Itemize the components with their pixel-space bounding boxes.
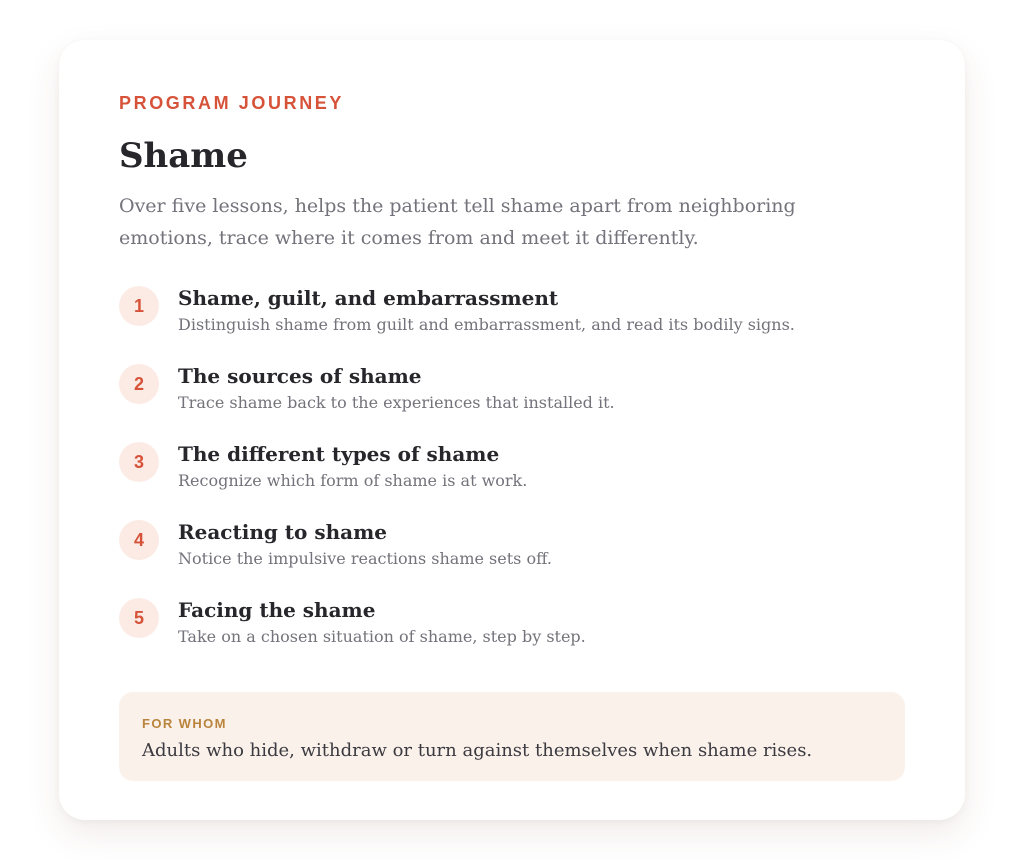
lesson-item-4 [119, 518, 905, 596]
program-subtitle: Over five lessons, helps the patient tell shame apart from neighboring emotions, trace where it comes from and meet it differently. [119, 195, 796, 249]
lesson-title: The sources of shame [178, 364, 422, 388]
page-title: Shame [119, 136, 248, 176]
lesson-number-badge: 1 [119, 286, 159, 326]
lesson-list [119, 284, 905, 674]
for-whom-text: Adults who hide, withdraw or turn against themselves when shame rises. [142, 740, 813, 761]
for-whom-label: FOR WHOM [142, 716, 227, 731]
lesson-description: Distinguish shame from guilt and embarrassment, and read its bodily signs. [178, 315, 795, 334]
lesson-text [178, 596, 586, 649]
lesson-item-1 [119, 284, 905, 362]
lesson-item-2 [119, 362, 905, 440]
lesson-text [178, 518, 552, 571]
lesson-title: Shame, guilt, and embarrassment [178, 286, 559, 310]
lesson-text [178, 284, 795, 337]
lesson-description: Trace shame back to the experiences that installed it. [178, 393, 615, 412]
lesson-description: Recognize which form of shame is at work. [178, 471, 528, 490]
lesson-text [178, 440, 527, 493]
for-whom-panel [119, 692, 905, 781]
lesson-title: The different types of shame [178, 442, 500, 466]
lesson-description: Take on a chosen situation of shame, step by step. [178, 627, 586, 646]
program-card [59, 40, 965, 820]
lesson-number-badge: 5 [119, 598, 159, 638]
lesson-title: Reacting to shame [178, 520, 387, 544]
eyebrow-label: PROGRAM JOURNEY [119, 93, 345, 113]
lesson-item-3 [119, 440, 905, 518]
lesson-number-badge: 2 [119, 364, 159, 404]
lesson-item-5 [119, 596, 905, 674]
lesson-description: Notice the impulsive reactions shame sets off. [178, 549, 552, 568]
lesson-title: Facing the shame [178, 598, 376, 622]
lesson-number-badge: 4 [119, 520, 159, 560]
lesson-number-badge: 3 [119, 442, 159, 482]
lesson-text [178, 362, 615, 415]
